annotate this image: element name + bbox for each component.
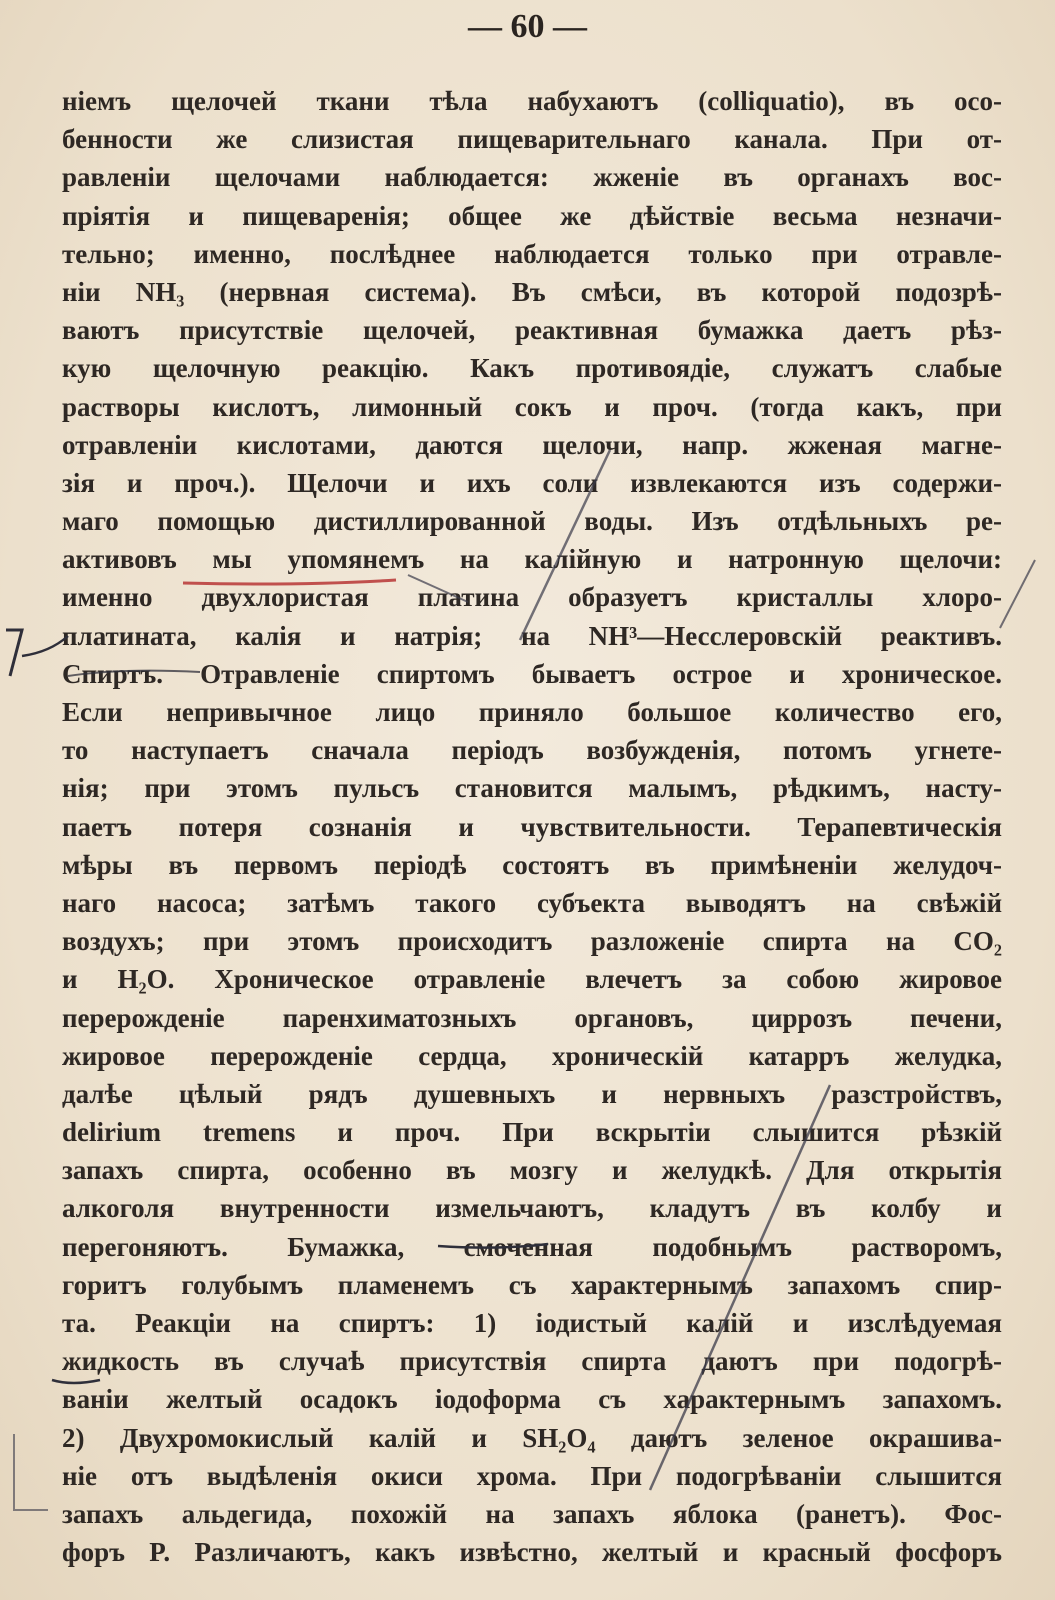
text-line: активовъ мы упомянемъ на калійную и натронную щелочи: xyxy=(62,544,1002,575)
margin-mark xyxy=(22,636,68,656)
pencil-slash xyxy=(1000,560,1035,628)
text-line: пріятія и пищеваренія; общее же дѣйствіе весьма незначи- xyxy=(62,200,1002,231)
text-line: растворы кислотъ, лимонный сокъ и проч. (тогда какъ, при xyxy=(62,391,1002,422)
text-line: запахъ альдегида, похожій на запахъ яблока (ранетъ). Фос- xyxy=(62,1498,1002,1529)
text-line: жировое перерожденіе сердца, хроническій катарръ желудка, xyxy=(62,1040,1002,1071)
text-line: зія и проч.). Щелочи и ихъ соли извлекаются изъ содержи- xyxy=(62,467,1002,498)
text-line: перерожденіе паренхиматозныхъ органовъ, циррозъ печени, xyxy=(62,1002,1002,1033)
text-line: запахъ спирта, особенно въ мозгу и желудкѣ. Для открытія xyxy=(62,1155,1002,1186)
text-line: ваніи желтый осадокъ іодоформа съ характернымъ запахомъ. xyxy=(62,1384,1002,1415)
text-line: форъ P. Различаютъ, какъ извѣстно, желтый и красный фосфоръ xyxy=(62,1537,1002,1568)
page-number: — 60 — xyxy=(468,8,587,45)
text-line: отравленіи кислотами, даются щелочи, напр. жженая магне- xyxy=(62,429,1002,460)
margin-mark xyxy=(68,671,200,676)
text-line: та. Реакціи на спиртъ: 1) іодистый калій и изслѣдуемая xyxy=(62,1308,1002,1338)
text-line: то наступаетъ сначала періодъ возбужденія, потомъ угнете- xyxy=(62,735,1002,766)
margin-mark xyxy=(14,1434,48,1510)
text-line: наго насоса; затѣмъ такого субъекта выводятъ на свѣжій xyxy=(62,887,1002,918)
text-line: жидкость въ случаѣ присутствія спирта даютъ при подогрѣ- xyxy=(62,1346,1002,1377)
red-underline xyxy=(183,580,396,584)
text-line: далѣе цѣлый рядъ душевныхъ и нервныхъ разстройствъ, xyxy=(62,1078,1002,1109)
section-heading-line: Спиртъ. Отравленіе спиртомъ бываетъ острое и хроническое. xyxy=(62,658,1002,689)
text-line: платината, калія и натрія; на NH³—Несслеровскій реактивъ. xyxy=(62,620,1002,651)
text-line: паетъ потеря сознанія и чувствительности. Терапевтическія xyxy=(62,811,1002,842)
text-line: Если непривычное лицо приняло большое количество его, xyxy=(62,697,1002,727)
pencil-slash xyxy=(408,575,468,602)
pencil-underline xyxy=(438,1244,548,1248)
text-line: перегоняютъ. Бумажка, смоченная подобнымъ растворомъ, xyxy=(62,1231,1002,1262)
text-line: ніемъ щелочей ткани тѣла набухаютъ (colliquatio), въ осо- xyxy=(62,86,1002,116)
text-line: ваютъ присутствіе щелочей, реактивная бумажка даетъ рѣз- xyxy=(62,315,1002,346)
text-line: delirium tremens и проч. При вскрытіи слышится рѣзкій xyxy=(62,1117,1002,1148)
text-line: равленіи щелочами наблюдается: жженіе въ органахъ вос- xyxy=(62,162,1002,193)
margin-mark xyxy=(6,630,22,676)
text-line: горитъ голубымъ пламенемъ съ характернымъ запахомъ спир- xyxy=(62,1269,1002,1300)
pencil-slash xyxy=(520,450,610,640)
text-line: бенности же слизистая пищеварительнаго канала. При от- xyxy=(62,124,1002,155)
text-line: тельно; именно, послѣднее наблюдается только при отравле- xyxy=(62,238,1002,269)
text-line: нія; при этомъ пульсъ становится малымъ, рѣдкимъ, насту- xyxy=(62,773,1002,804)
text-line: ніи NH₃ (нервная система). Въ смѣси, въ которой подозрѣ- xyxy=(62,276,1002,307)
text-line: именно двухлористая платина образуетъ кристаллы хлоро- xyxy=(62,582,1002,613)
text-line: алкоголя внутренности измельчаютъ, кладутъ въ колбу и xyxy=(62,1193,1002,1224)
text-line: кую щелочную реакцію. Какъ противоядіе, служатъ слабые xyxy=(62,353,1002,384)
text-line: воздухъ; при этомъ происходитъ разложеніе спирта на CO₂ xyxy=(62,926,1002,957)
text-line: мѣры въ первомъ періодѣ состоятъ въ примѣненіи желудоч- xyxy=(62,849,1002,880)
text-line: маго помощью дистиллированной воды. Изъ отдѣльныхъ ре- xyxy=(62,506,1002,537)
pencil-slash xyxy=(650,1085,830,1490)
text-line: 2) Двухромокислый калій и SH₂O₄ даютъ зеленое окрашива- xyxy=(62,1422,1002,1453)
text-line: ніе отъ выдѣленія окиси хрома. При подогрѣваніи слышится xyxy=(62,1460,1002,1491)
text-line: и H₂O. Хроническое отравленіе влечетъ за собою жировое xyxy=(62,964,1002,995)
pencil-underline xyxy=(52,1380,100,1383)
